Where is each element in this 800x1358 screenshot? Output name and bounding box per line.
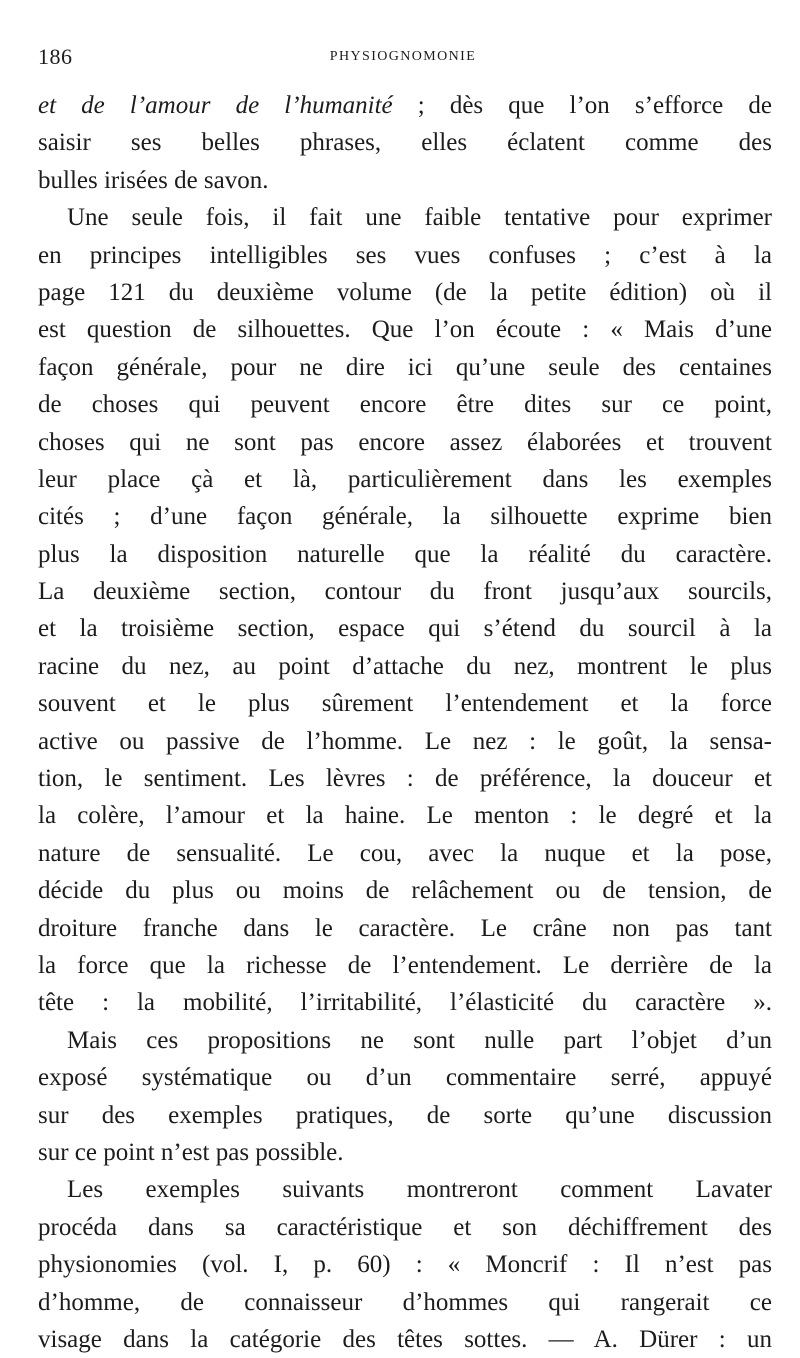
text-line [38,311,772,348]
text-line [38,1321,772,1358]
line-text: page 121 du deuxième volume (de la petite édition) où il [38,278,772,306]
text-line [38,984,772,1021]
running-head: PHYSIOGNOMONIE [329,49,477,64]
line-text: décide du plus ou moins de relâchement ou de tension, de [38,877,772,905]
text-line [38,386,772,423]
text-line [38,610,772,647]
body-text [38,87,772,1358]
text-line [38,835,772,872]
text-line [38,1134,772,1171]
text-line [38,199,772,236]
text-line [38,536,772,573]
line-text: en principes intelligibles ses vues confuses ; c’est à la [38,241,772,269]
text-line [38,685,772,722]
line-text: d’homme, de connaisseur d’hommes qui rangerait ce [38,1288,772,1316]
page-header [38,44,768,74]
text-line [38,1246,772,1283]
line-text: est question de silhouettes. Que l’on écoute : « Mais d’une [38,316,772,344]
text-line [38,1284,772,1321]
line-text: Mais ces propositions ne sont nulle part l’objet d’un [67,1026,772,1054]
text-line [38,1022,772,1059]
line-text: tête : la mobilité, l’irritabilité, l’élasticité du caractère ». [38,989,772,1017]
line-text: visage dans la catégorie des têtes sottes. — A. Dürer : un [38,1325,772,1353]
line-text: Une seule fois, il fait une faible tentative pour exprimer [67,204,772,232]
line-text: droiture franche dans le caractère. Le crâne non pas tant [38,914,772,942]
text-line [38,162,772,199]
text-line [38,274,772,311]
line-text: racine du nez, au point d’attache du nez, montrent le plus [38,652,772,680]
line-text: sur des exemples pratiques, de sorte qu’une discussion [38,1101,772,1129]
line-text: cités ; d’une façon générale, la silhouette exprime bien [38,503,772,531]
text-line [38,424,772,461]
line-text: et la troisième section, espace qui s’étend du sourcil à la [38,615,772,643]
line-text: exposé systématique ou d’un commentaire serré, appuyé [38,1064,772,1092]
text-line [38,1059,772,1096]
line-text: choses qui ne sont pas encore assez élaborées et trouvent [38,428,772,456]
page-number: 186 [38,44,73,69]
text-line [38,124,772,161]
italic-phrase: et de l’amour de l’humanité [38,92,393,119]
text-line [38,498,772,535]
line-text: active ou passive de l’homme. Le nez : le goût, la sensa- [38,727,772,755]
line-text: procéda dans sa caractéristique et son déchiffrement des [38,1213,772,1241]
line-text: La deuxième section, contour du front jusqu’aux sourcils, [38,578,772,606]
text-line [38,910,772,947]
text-line [38,872,772,909]
text-line [38,237,772,274]
text-line [38,797,772,834]
line-text: tion, le sentiment. Les lèvres : de préférence, la douceur et [38,765,772,793]
text-line [38,760,772,797]
line-text: Les exemples suivants montreront comment Lavater [67,1176,772,1204]
text-line [38,648,772,685]
line-text: nature de sensualité. Le cou, avec la nuque et la pose, [38,839,772,867]
text-line [38,461,772,498]
line-text: souvent et le plus sûrement l’entendement et la force [38,690,772,718]
line-text: physionomies (vol. I, p. 60) : « Moncrif : Il n’est pas [38,1251,772,1279]
line-text: saisir ses belles phrases, elles éclatent comme des [38,129,772,157]
text-line [38,87,772,124]
line-text: plus la disposition naturelle que la réalité du caractère. [38,540,772,568]
text-line [38,1171,772,1208]
line-text: leur place çà et là, particulièrement dans les exemples [38,465,772,493]
line-text: la force que la richesse de l’entendement. Le derrière de la [38,951,772,979]
line-text: sur ce point n’est pas possible. [38,1138,344,1166]
line-text: la colère, l’amour et la haine. Le menton : le degré et la [38,802,772,830]
text-line [38,723,772,760]
line-text: de choses qui peuvent encore être dites sur ce point, [38,391,772,419]
text-line [38,349,772,386]
line-text: ; dès que l’on s’efforce de [392,92,772,119]
text-line [38,1097,772,1134]
line-text: bulles irisées de savon. [38,166,269,194]
text-line [38,947,772,984]
text-line [38,573,772,610]
line-text: façon générale, pour ne dire ici qu’une seule des centaines [38,353,772,381]
text-line [38,1209,772,1246]
